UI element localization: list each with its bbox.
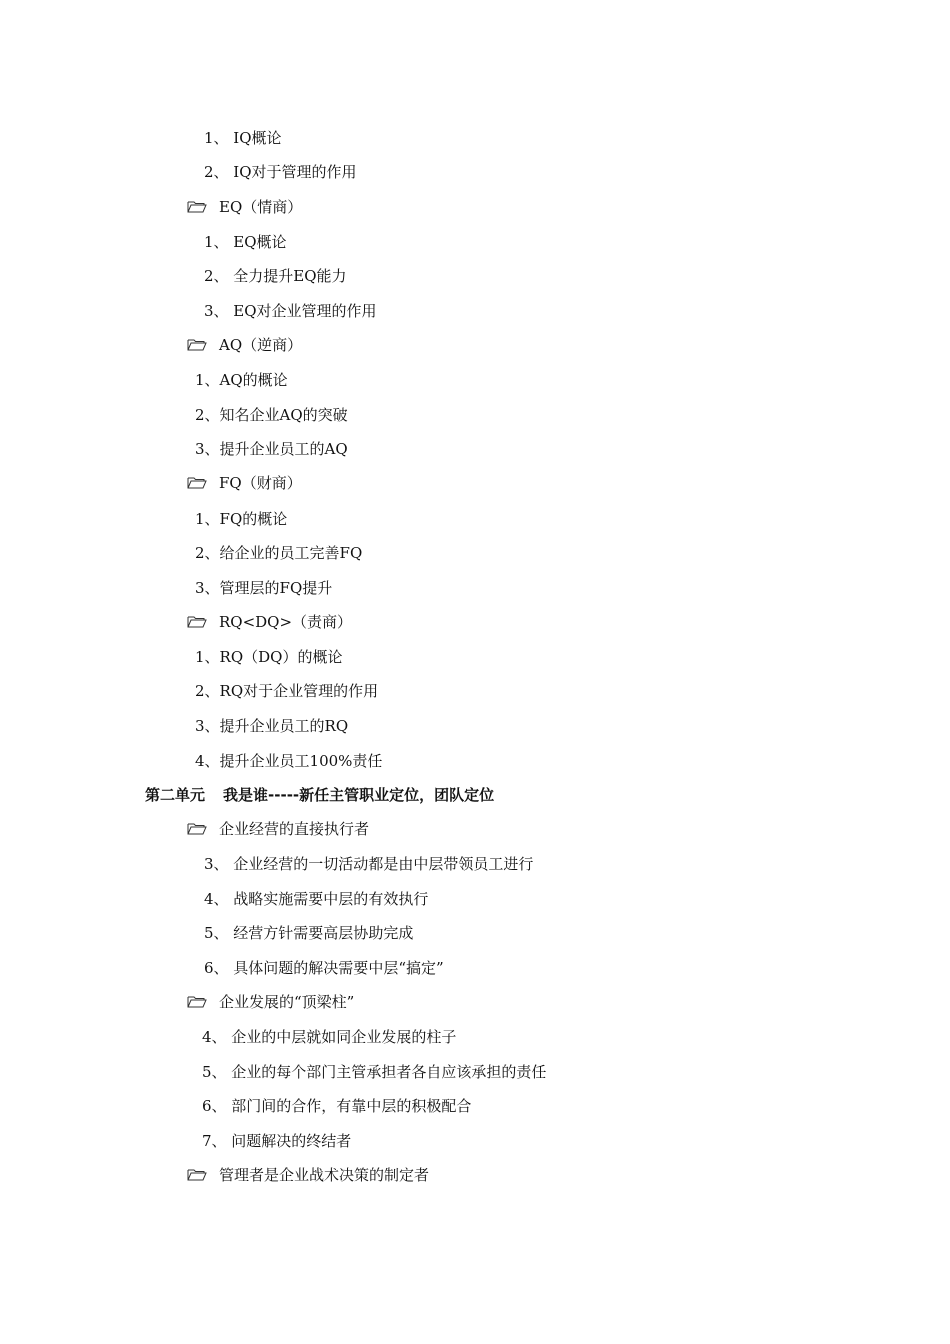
section-label: EQ（情商） (219, 198, 303, 216)
section-item (187, 335, 302, 355)
list-item: 2、给企业的员工完善FQ (195, 544, 363, 562)
section-label: FQ（财商） (219, 474, 302, 492)
section-label: 企业经营的直接执行者 (219, 820, 370, 838)
list-item: 7、 问题解决的终结者 (202, 1132, 352, 1150)
unit-title: 我是谁-----新任主管职业定位，团队定位 (223, 786, 495, 804)
folder-icon (187, 1168, 207, 1181)
list-item: 1、 EQ概论 (204, 233, 287, 251)
section-item (187, 197, 302, 217)
list-item: 1、FQ的概论 (195, 510, 288, 528)
unit-number: 第二单元 (145, 786, 206, 804)
list-item: 2、RQ对于企业管理的作用 (195, 682, 379, 700)
list-item: 5、 经营方针需要高层协助完成 (204, 924, 414, 942)
folder-icon (187, 338, 207, 351)
section-label: 管理者是企业战术决策的制定者 (219, 1166, 430, 1184)
folder-icon (187, 615, 207, 628)
list-item: 3、提升企业员工的RQ (195, 717, 349, 735)
list-item: 2、知名企业AQ的突破 (195, 406, 348, 424)
list-item: 4、 企业的中层就如同企业发展的柱子 (202, 1028, 457, 1046)
list-item: 5、 企业的每个部门主管承担者各自应该承担的责任 (202, 1063, 547, 1081)
section-label: RQ<DQ>（责商） (219, 613, 353, 631)
list-item: 3、提升企业员工的AQ (195, 440, 348, 458)
list-item: 4、 战略实施需要中层的有效执行 (204, 890, 429, 908)
section-label: 企业发展的“顶梁柱” (219, 993, 355, 1011)
list-item: 6、 具体问题的解决需要中层“搞定” (204, 959, 444, 977)
list-item: 1、RQ（DQ）的概论 (195, 648, 343, 666)
section-item (187, 819, 369, 839)
list-item: 2、 IQ对于管理的作用 (204, 163, 357, 181)
section-item (187, 992, 354, 1012)
section-item (187, 473, 302, 493)
folder-icon (187, 995, 207, 1008)
list-item: 3、 企业经营的一切活动都是由中层带领员工进行 (204, 855, 534, 873)
list-item: 6、 部门间的合作，有靠中层的积极配合 (202, 1097, 472, 1115)
section-item (187, 612, 352, 632)
section-label: AQ（逆商） (219, 336, 303, 354)
list-item: 1、 IQ概论 (204, 129, 282, 147)
list-item: 1、AQ的概论 (195, 371, 288, 389)
unit-heading (145, 785, 494, 805)
list-item: 2、 全力提升EQ能力 (204, 267, 347, 285)
section-item (187, 1165, 429, 1185)
folder-icon (187, 476, 207, 489)
list-item: 3、管理层的FQ提升 (195, 579, 333, 597)
list-item: 4、提升企业员工100%责任 (195, 752, 383, 770)
list-item: 3、 EQ对企业管理的作用 (204, 302, 377, 320)
folder-icon (187, 200, 207, 213)
folder-icon (187, 822, 207, 835)
